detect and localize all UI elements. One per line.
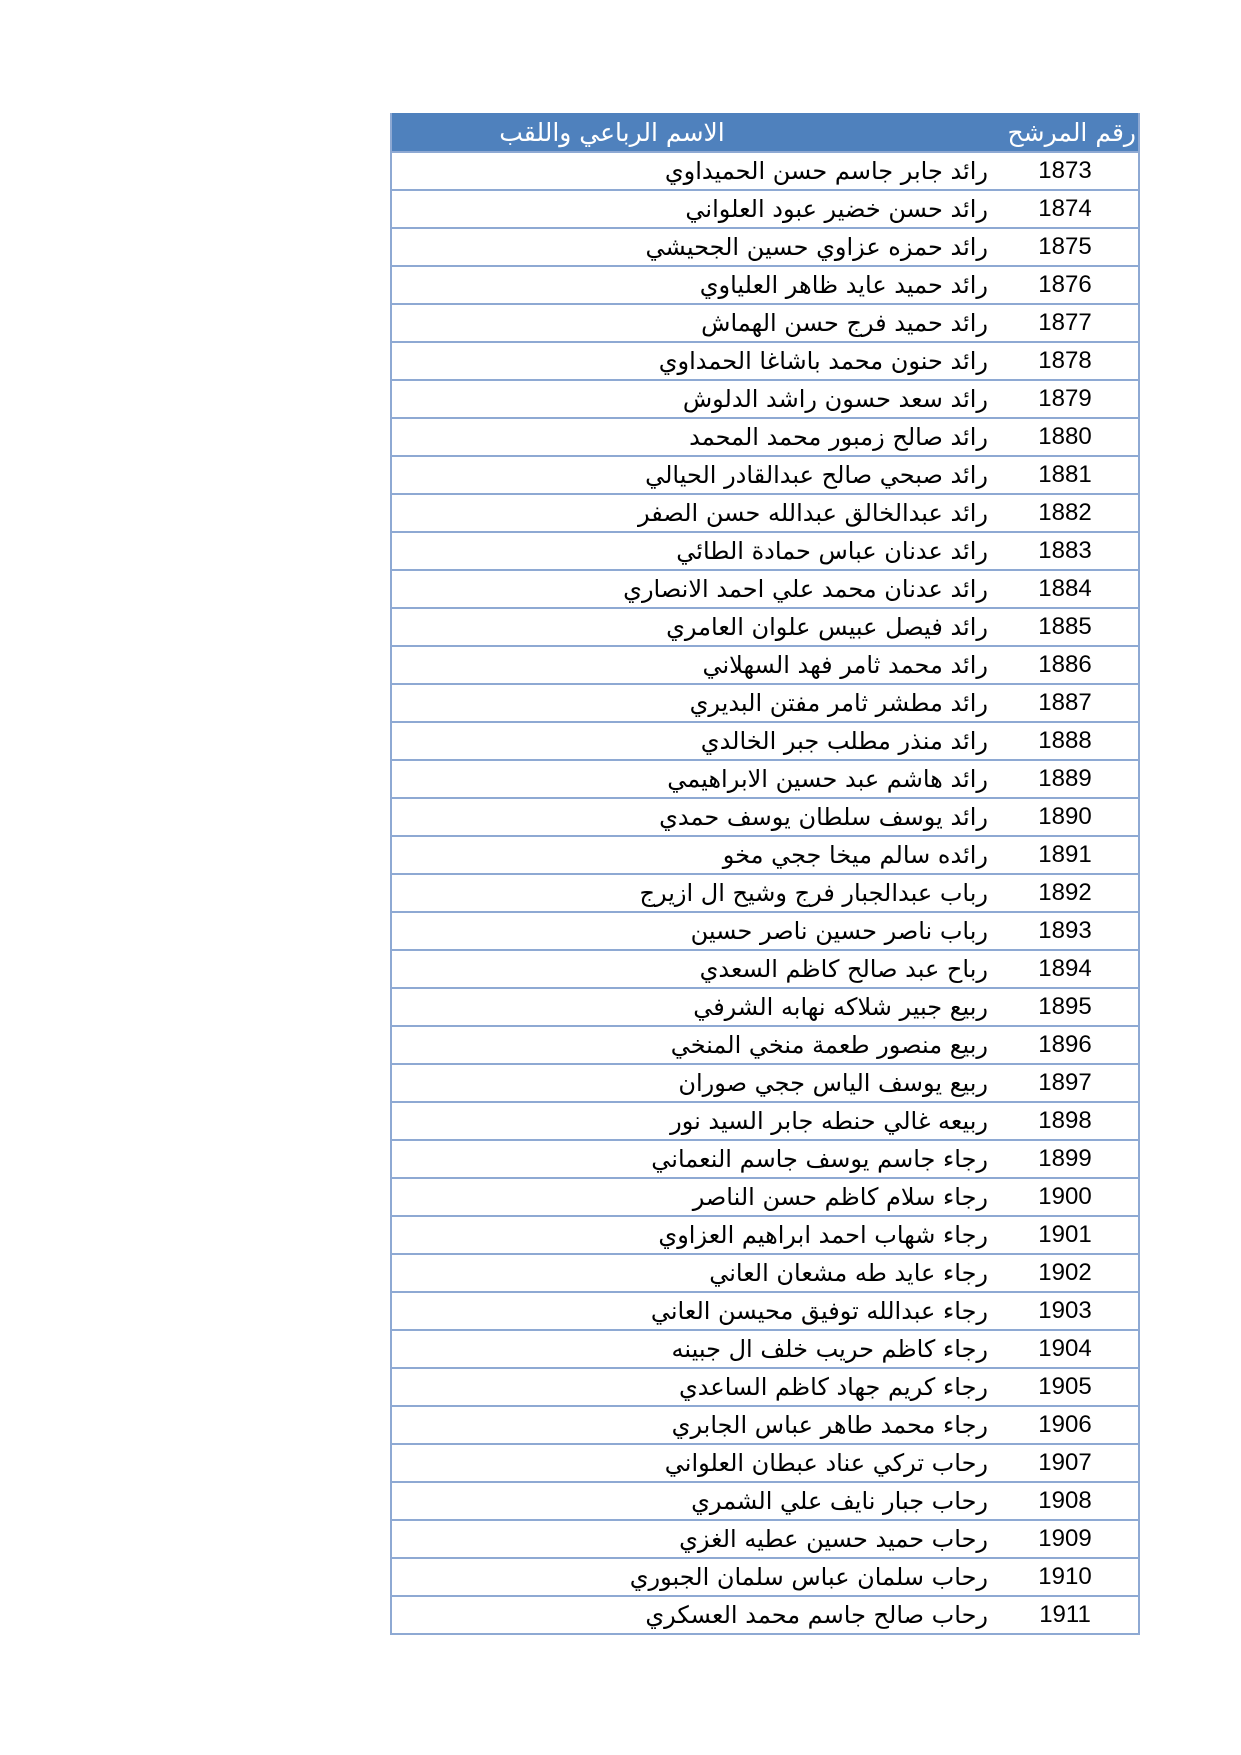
table-row bbox=[392, 797, 1138, 835]
table-row bbox=[392, 683, 1138, 721]
candidate-name: رجاء كريم جهاد كاظم الساعدي bbox=[679, 1373, 988, 1401]
table-header-row bbox=[392, 113, 1138, 151]
candidate-name: رائده سالم ميخا ججي مخو bbox=[722, 841, 988, 869]
candidate-number: 1892 bbox=[1038, 879, 1092, 906]
candidate-number: 1880 bbox=[1038, 423, 1092, 450]
candidate-number: 1899 bbox=[1038, 1145, 1092, 1172]
table-row bbox=[392, 1253, 1138, 1291]
candidate-name: رائد صبحي صالح عبدالقادر الحيالي bbox=[645, 461, 988, 489]
table-row bbox=[392, 1177, 1138, 1215]
candidate-number: 1900 bbox=[1038, 1183, 1092, 1210]
table-row bbox=[392, 341, 1138, 379]
table-row bbox=[392, 873, 1138, 911]
candidate-number: 1898 bbox=[1038, 1107, 1092, 1134]
table-row bbox=[392, 1557, 1138, 1595]
table-row bbox=[392, 265, 1138, 303]
table-row bbox=[392, 379, 1138, 417]
candidate-name: رائد حميد فرج حسن الهماش bbox=[701, 309, 988, 337]
candidate-name: ربيع يوسف الياس ججي صوران bbox=[678, 1069, 988, 1097]
candidate-number: 1889 bbox=[1038, 765, 1092, 792]
candidate-name: رحاب جبار نايف علي الشمري bbox=[691, 1487, 988, 1515]
table-row bbox=[392, 645, 1138, 683]
candidate-number: 1887 bbox=[1038, 689, 1092, 716]
candidate-name: رائد منذر مطلب جبر الخالدي bbox=[700, 727, 988, 755]
candidates-table bbox=[390, 113, 1140, 1635]
candidate-name: رجاء محمد طاهر عباس الجابري bbox=[671, 1411, 988, 1439]
candidate-number: 1883 bbox=[1038, 537, 1092, 564]
candidate-name: رائد يوسف سلطان يوسف حمدي bbox=[659, 803, 988, 831]
candidate-name: رائد فيصل عبيس علوان العامري bbox=[666, 613, 988, 641]
table-row bbox=[392, 455, 1138, 493]
table-row bbox=[392, 1101, 1138, 1139]
table-row bbox=[392, 1215, 1138, 1253]
candidate-number: 1886 bbox=[1038, 651, 1092, 678]
candidate-number: 1910 bbox=[1038, 1563, 1092, 1590]
candidate-number: 1902 bbox=[1038, 1259, 1092, 1286]
table-row bbox=[392, 1405, 1138, 1443]
candidate-name: ربيع جبير شلاكه نهابه الشرفي bbox=[693, 993, 988, 1021]
table-row bbox=[392, 1139, 1138, 1177]
table-row bbox=[392, 1025, 1138, 1063]
table-row bbox=[392, 151, 1138, 189]
candidate-name: رائد حنون محمد باشاغا الحمداوي bbox=[658, 347, 988, 375]
candidate-name: رباح عبد صالح كاظم السعدي bbox=[699, 955, 988, 983]
candidate-number: 1908 bbox=[1038, 1487, 1092, 1514]
table-row bbox=[392, 303, 1138, 341]
candidate-number: 1904 bbox=[1038, 1335, 1092, 1362]
table-row bbox=[392, 1367, 1138, 1405]
candidate-number: 1903 bbox=[1038, 1297, 1092, 1324]
candidate-name: رائد عبدالخالق عبدالله حسن الصفر bbox=[638, 499, 988, 527]
table-row bbox=[392, 987, 1138, 1025]
candidate-name: رجاء شهاب احمد ابراهيم العزاوي bbox=[658, 1221, 988, 1249]
candidate-number: 1907 bbox=[1038, 1449, 1092, 1476]
table-row bbox=[392, 417, 1138, 455]
candidate-number: 1875 bbox=[1038, 233, 1092, 260]
table-row bbox=[392, 911, 1138, 949]
candidate-name: ربيع منصور طعمة منخي المنخي bbox=[670, 1031, 988, 1059]
candidate-name: رائد مطشر ثامر مفتن البديري bbox=[689, 689, 988, 717]
candidate-number: 1901 bbox=[1038, 1221, 1092, 1248]
table-row bbox=[392, 189, 1138, 227]
table-row bbox=[392, 721, 1138, 759]
candidate-number: 1879 bbox=[1038, 385, 1092, 412]
candidate-name: رحاب تركي عناد عبطان العلواني bbox=[664, 1449, 988, 1477]
candidate-number: 1895 bbox=[1038, 993, 1092, 1020]
candidate-number: 1906 bbox=[1038, 1411, 1092, 1438]
candidate-name: رجاء كاظم حريب خلف ال جبينه bbox=[671, 1335, 988, 1363]
candidate-name: رباب عبدالجبار فرج وشيح ال ازيرج bbox=[639, 879, 988, 907]
candidate-number: 1882 bbox=[1038, 499, 1092, 526]
candidate-name: رحاب حميد حسين عطيه الغزي bbox=[679, 1525, 988, 1553]
candidate-name: رائد صالح زمبور محمد المحمد bbox=[689, 423, 988, 451]
candidate-number: 1909 bbox=[1038, 1525, 1092, 1552]
candidate-name: رائد جابر جاسم حسن الحميداوي bbox=[664, 157, 988, 185]
table-row bbox=[392, 1329, 1138, 1367]
table-row bbox=[392, 569, 1138, 607]
candidate-number: 1893 bbox=[1038, 917, 1092, 944]
candidate-number: 1873 bbox=[1038, 157, 1092, 184]
header-number: رقم المرشح bbox=[1007, 117, 1136, 147]
candidate-name: ربيعه غالي حنطه جابر السيد نور bbox=[670, 1107, 988, 1135]
candidate-number: 1877 bbox=[1038, 309, 1092, 336]
table-row bbox=[392, 835, 1138, 873]
candidate-name: رائد هاشم عبد حسين الابراهيمي bbox=[667, 765, 988, 793]
candidate-number: 1897 bbox=[1038, 1069, 1092, 1096]
table-row bbox=[392, 1063, 1138, 1101]
table-row bbox=[392, 1481, 1138, 1519]
table-row bbox=[392, 759, 1138, 797]
candidate-name: رائد عدنان عباس حمادة الطائي bbox=[676, 537, 988, 565]
candidate-number: 1891 bbox=[1038, 841, 1092, 868]
candidate-number: 1911 bbox=[1039, 1601, 1091, 1628]
candidate-number: 1876 bbox=[1038, 271, 1092, 298]
candidate-name: رائد محمد ثامر فهد السهلاني bbox=[702, 651, 988, 679]
table-row bbox=[392, 1519, 1138, 1557]
table-row bbox=[392, 1595, 1138, 1633]
candidate-name: رحاب صالح جاسم محمد العسكري bbox=[645, 1601, 988, 1629]
table-row bbox=[392, 227, 1138, 265]
candidate-number: 1894 bbox=[1038, 955, 1092, 982]
table-body bbox=[392, 151, 1138, 1633]
candidate-name: رائد حمزه عزاوي حسين الجحيشي bbox=[645, 233, 988, 261]
candidate-name: رحاب سلمان عباس سلمان الجبوري bbox=[629, 1563, 988, 1591]
candidate-name: رجاء سلام كاظم حسن الناصر bbox=[692, 1183, 988, 1211]
header-name: الاسم الرباعي واللقب bbox=[499, 117, 725, 147]
candidate-name: رجاء عبدالله توفيق محيسن العاني bbox=[650, 1297, 988, 1325]
candidate-number: 1888 bbox=[1038, 727, 1092, 754]
candidate-name: رجاء جاسم يوسف جاسم النعماني bbox=[651, 1145, 988, 1173]
table-row bbox=[392, 607, 1138, 645]
candidate-number: 1896 bbox=[1038, 1031, 1092, 1058]
table-row bbox=[392, 1291, 1138, 1329]
candidate-name: رائد عدنان محمد علي احمد الانصاري bbox=[623, 575, 988, 603]
candidate-name: رائد سعد حسون راشد الدلوش bbox=[682, 385, 988, 413]
candidate-number: 1890 bbox=[1038, 803, 1092, 830]
table-row bbox=[392, 493, 1138, 531]
candidate-name: رجاء عايد طه مشعان العاني bbox=[709, 1259, 988, 1287]
table-row bbox=[392, 531, 1138, 569]
table-row bbox=[392, 949, 1138, 987]
table-row bbox=[392, 1443, 1138, 1481]
candidate-name: رائد حميد عايد ظاهر العلياوي bbox=[699, 271, 988, 299]
candidate-number: 1874 bbox=[1038, 195, 1092, 222]
candidate-number: 1884 bbox=[1038, 575, 1092, 602]
candidate-name: رباب ناصر حسين ناصر حسين bbox=[690, 917, 988, 945]
candidate-number: 1878 bbox=[1038, 347, 1092, 374]
candidate-number: 1885 bbox=[1038, 613, 1092, 640]
candidate-number: 1905 bbox=[1038, 1373, 1092, 1400]
candidate-number: 1881 bbox=[1038, 461, 1092, 488]
candidate-name: رائد حسن خضير عبود العلواني bbox=[685, 195, 988, 223]
